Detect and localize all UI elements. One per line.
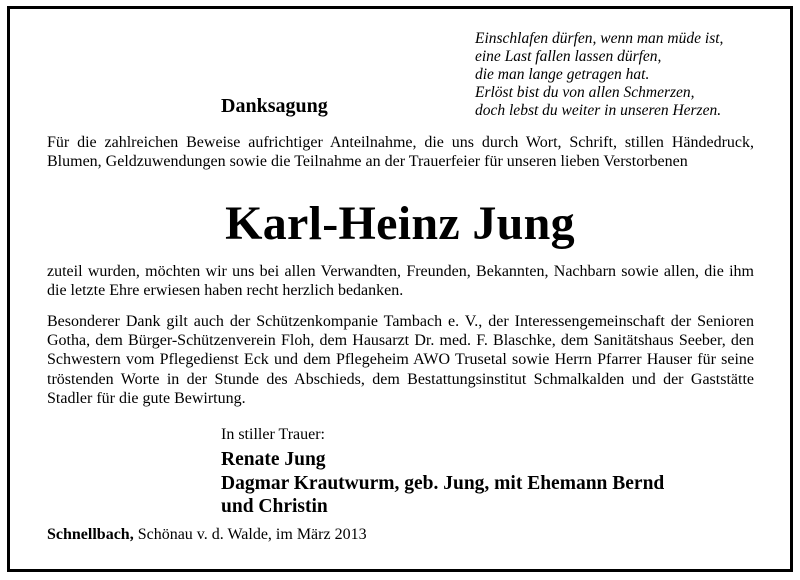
poem-line: Einschlafen dürfen, wenn man müde ist, [475,30,724,47]
poem-line: die man lange getragen hat. [475,66,650,83]
footer-date: Schönau v. d. Walde, im März 2013 [133,526,367,543]
poem [475,30,723,120]
special-thanks-paragraph: Besonderer Dank gilt auch der Schützenkompanie Tambach e. V., der Interessengemeinschaft der Senioren Gotha, dem Bürger-Schützenverein Floh, dem Hausarzt Dr. med. F. Blaschke, dem Sanitätshaus Seeber, den Schwestern vom Pflegedienst Eck und dem Pflegeheim AWO Trusetal sowie Herrn Pfarrer Hauser für seine tröstenden Worte in der Stunde des Abschieds, dem Bestattungsinstitut Schmalkalden und der Gaststätte Stadler für die gute Bewirtung. [47,313,754,407]
mourner-line: und Christin [221,496,328,517]
deceased-name: Karl-Heinz Jung [225,197,575,250]
intro-paragraph: Für die zahlreichen Beweise aufrichtiger Anteilnahme, die uns durch Wort, Schrift, stillen Händedruck, Blumen, Geldzuwendungen sowie die Teilnahme an der Trauerfeier für unseren lieben Verstorbenen [47,134,754,171]
mourning-label: In stiller Trauer: [221,426,325,443]
mourner-line: Renate Jung [221,449,326,470]
footer-place: Schnellbach, [47,526,134,543]
mourner-line: Dagmar Krautwurm, geb. Jung, mit Ehemann Bernd [221,472,665,494]
place-date-line [47,525,367,544]
poem-line: Erlöst bist du von allen Schmerzen, [475,84,695,101]
notice-heading: Danksagung [221,95,328,117]
poem-line: doch lebst du weiter in unseren Herzen. [475,102,722,119]
poem-line: eine Last fallen lassen dürfen, [475,48,662,65]
thanks-paragraph: zuteil wurden, möchten wir uns bei allen Verwandten, Freunden, Bekannten, Nachbarn sowie allen, die ihm die letzte Ehre erwiesen haben recht herzlich bedanken. [47,263,754,300]
mourners-list [221,448,664,519]
